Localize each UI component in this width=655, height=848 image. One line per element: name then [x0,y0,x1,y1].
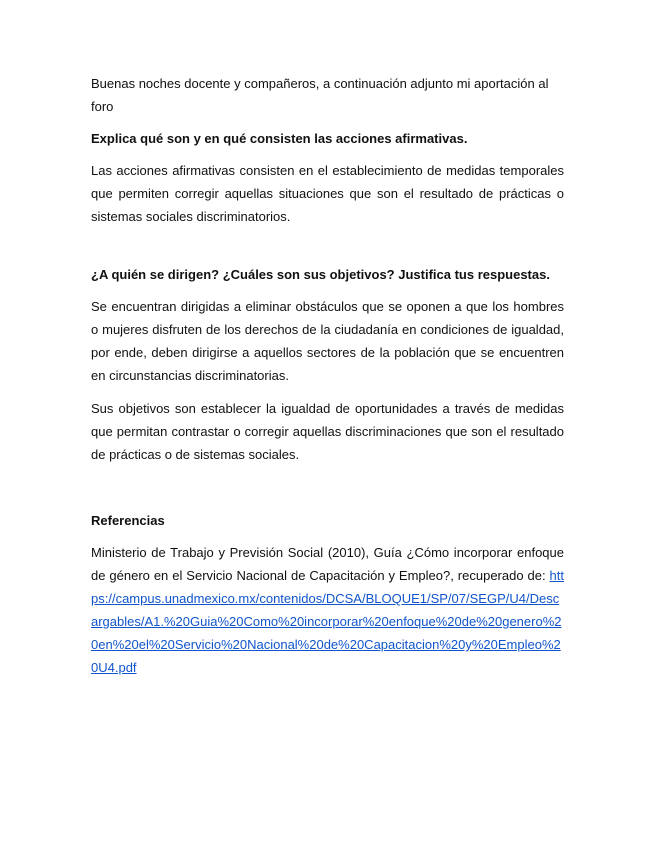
question-2-heading: ¿A quién se dirigen? ¿Cuáles son sus objetivos? Justifica tus respuestas. [91,267,550,282]
reference-link[interactable]: https://campus.unadmexico.mx/contenidos/DCSA/BLOQUE1/SP/07/SEGP/U4/Descargables/A1.%20Guia%20Como%20incorporar%20enfoque%20de%20genero%20en%20el%20Servicio%20Nacional%20de%20Capacitacion%20y%20Empleo%20U4.pdf [91,568,564,675]
reference-entry [91,541,564,679]
references-heading: Referencias [91,513,165,528]
answer-2b-paragraph: Sus objetivos son establecer la igualdad de oportunidades a través de medidas que permitan contrastar o corregir aquellas discriminaciones que son el resultado de prácticas o de sistemas sociales. [91,401,564,462]
document-page [91,72,564,679]
greeting-text: Buenas noches docente y compañeros, a continuación adjunto mi aportación al foro [91,76,549,114]
question-1-heading: Explica qué son y en qué consisten las acciones afirmativas. [91,131,468,146]
answer-1-paragraph: Las acciones afirmativas consisten en el establecimiento de medidas temporales que permiten corregir aquellas situaciones que son el resultado de prácticas o sistemas sociales discriminatorios. [91,163,564,224]
reference-text: Ministerio de Trabajo y Previsión Social (2010), Guía ¿Cómo incorporar enfoque de género en el Servicio Nacional de Capacitación y Empleo?, recuperado de: [91,545,564,583]
answer-2a-paragraph: Se encuentran dirigidas a eliminar obstáculos que se oponen a que los hombres o mujeres disfruten de los derechos de la ciudadanía en condiciones de igualdad, por ende, deben dirigirse a aquellos sectores de la población que se encuentren en circunstancias discriminatorias. [91,299,564,383]
